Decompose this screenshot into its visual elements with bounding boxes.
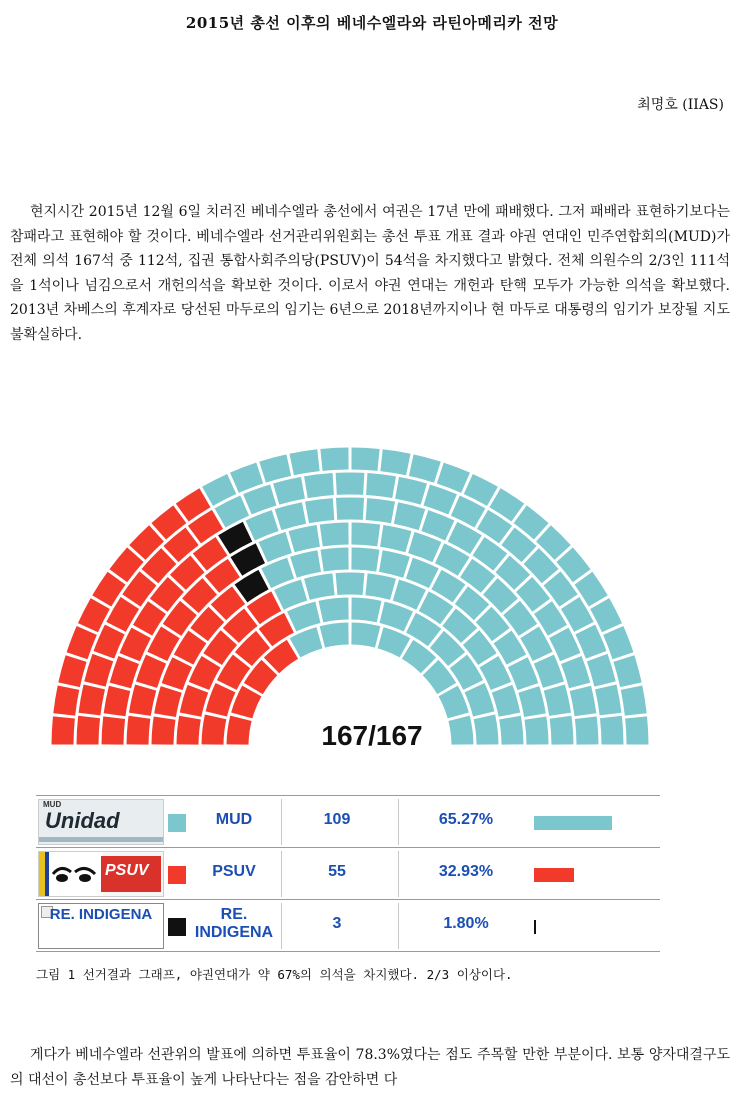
seat-psuv: [79, 684, 105, 715]
percent-mud: 65.27%: [438, 811, 494, 828]
author-line: 최명호 (IIAS): [637, 97, 724, 113]
seat-mud: [421, 510, 454, 540]
document-title: 2015년 총선 이후의 베네수엘라와 라틴아메리카 전망: [185, 14, 559, 32]
column-divider: [398, 903, 399, 949]
percent-bar-indigena: [534, 920, 536, 934]
seat-mud: [378, 627, 411, 657]
table-row: [36, 900, 660, 952]
seat-mud: [603, 626, 633, 659]
mud-logo-small-text: MUD: [43, 800, 62, 809]
seat-mud: [290, 627, 323, 657]
seat-psuv: [53, 685, 79, 715]
seat-mud: [336, 473, 365, 495]
seat-mud: [465, 683, 495, 716]
seats-mud: 109: [323, 811, 351, 828]
seat-psuv: [231, 686, 261, 719]
seat-mud: [320, 623, 349, 648]
seat-mud: [304, 473, 334, 498]
seat-mud: [437, 463, 470, 493]
party-name-mud: MUD: [215, 811, 253, 828]
seat-mud: [273, 477, 305, 505]
seat-mud: [290, 550, 321, 578]
seat-psuv: [104, 686, 131, 716]
seat-psuv: [84, 654, 113, 687]
seat-mud: [409, 454, 441, 482]
seat-psuv: [180, 685, 208, 717]
seat-mud: [587, 654, 616, 687]
seat-mud: [366, 498, 395, 523]
seat-mud: [319, 598, 349, 623]
seat-mud: [351, 523, 380, 547]
seat-mud: [366, 473, 396, 498]
psuv-logo-text: PSUV: [105, 862, 149, 879]
seat-mud: [570, 686, 597, 716]
seat-mud: [304, 573, 335, 600]
seat-psuv: [58, 655, 86, 687]
seat-psuv: [206, 683, 236, 716]
mud-logo-text: Unidad: [45, 808, 120, 833]
seat-mud: [320, 523, 349, 547]
seat-mud: [336, 573, 365, 596]
column-divider: [398, 799, 399, 845]
percent-bar-psuv: [534, 868, 574, 882]
body-paragraph-2: 게다가 베네수엘라 선관위의 발표에 의하면 투표율이 78.3%였다는 점도 주목할 만한 부분이다. 보통 양자대결구도의 대선이 총선보다 투표율이 높게 나타난다는 점을 감안하면 다: [10, 1047, 730, 1088]
seats-psuv: 55: [328, 863, 346, 880]
seat-mud: [305, 498, 334, 523]
seat-mud: [351, 598, 381, 623]
seat-mud: [380, 525, 411, 552]
seat-mud: [544, 685, 571, 716]
column-divider: [281, 851, 282, 897]
psuv-logo-eyes-graphic: [39, 852, 103, 896]
body-paragraph-1: 현지시간 2015년 12월 6일 치러진 베네수엘라 총선에서 여권은 17년 만에 패배했다. 그저 패배라 표현하기보다는 참패라고 표현해야 할 것이다. 베네수엘라 선거관리위원회는 총선 투표 개표 결과 야권 연대인 민주연합회의(MUD)가 전체 의석 167석 중 112석, 집권 통합사회주의당(PSUV)이 54석을 차지했다고 밝혔다. 전체 의원수의 2/3인 111석을 1석이나 넘김으로서 개헌의석을 확보한 것이다. 이로서 야권 연대는 개헌과 탄핵 모두가 가능한 의석을 확보했다. 2013년 차베스의 후계자로 당선된 마두로의 임기는 6년으로 2018년까지이나 현 마두로 대통령의 임기가 보장될 지도 불확실하다.: [10, 204, 730, 343]
seat-mud: [379, 550, 410, 578]
table-row: [36, 848, 660, 900]
party-name-psuv: PSUV: [212, 863, 256, 880]
column-divider: [398, 851, 399, 897]
seat-mud: [287, 602, 320, 632]
seat-mud: [595, 684, 621, 715]
seat-mud: [380, 449, 410, 475]
table-row: [36, 795, 660, 848]
indigena-logo-placeholder: [38, 903, 164, 949]
results-table: [36, 795, 660, 952]
seat-psuv: [67, 626, 97, 659]
party-name-indigena: RE. INDIGENA: [194, 906, 274, 941]
psuv-logo: [38, 851, 164, 897]
seat-total-label: 167/167: [321, 720, 423, 751]
mud-logo-stripe: [39, 837, 163, 842]
seat-mud: [379, 602, 412, 632]
percent-psuv: 32.93%: [438, 863, 494, 880]
seat-mud: [259, 454, 291, 482]
seat-mud: [621, 685, 647, 715]
percent-indigena: 1.80%: [443, 915, 489, 932]
seat-mud: [613, 655, 641, 687]
legend-swatch-mud: [168, 814, 186, 832]
seat-mud: [275, 502, 306, 530]
seat-mud: [365, 573, 396, 600]
seat-mud: [246, 510, 279, 540]
seat-mud: [561, 656, 590, 688]
seat-mud: [230, 463, 263, 493]
column-divider: [281, 903, 282, 949]
seat-mud: [518, 686, 546, 717]
seat-psuv: [110, 656, 139, 688]
seat-mud: [321, 548, 349, 572]
mud-logo: [38, 799, 164, 845]
figure-caption: 그림 1 선거결과 그래프, 야권연대가 약 67%의 의석을 차지했다. 2/3 이상이다.: [36, 967, 513, 982]
legend-swatch-psuv: [168, 866, 186, 884]
seats-indigena: 3: [332, 915, 342, 932]
seat-mud: [394, 502, 425, 530]
seat-psuv: [129, 685, 156, 716]
seat-mud: [336, 498, 364, 520]
seat-psuv: [154, 686, 182, 717]
seat-mud: [320, 448, 348, 471]
seat-mud: [289, 449, 319, 475]
seat-mud: [492, 685, 520, 717]
seat-mud: [351, 623, 380, 648]
seat-mud: [439, 686, 469, 719]
legend-swatch-indigena: [168, 918, 186, 936]
seat-mud: [351, 548, 379, 572]
percent-bar-mud: [534, 816, 612, 830]
seat-mud: [395, 477, 427, 505]
column-divider: [281, 799, 282, 845]
seat-mud: [289, 525, 320, 552]
indigena-logo-alt-text: RE. INDIGENA: [49, 906, 153, 923]
seat-mud: [351, 448, 379, 471]
parliament-chart: [0, 400, 744, 760]
